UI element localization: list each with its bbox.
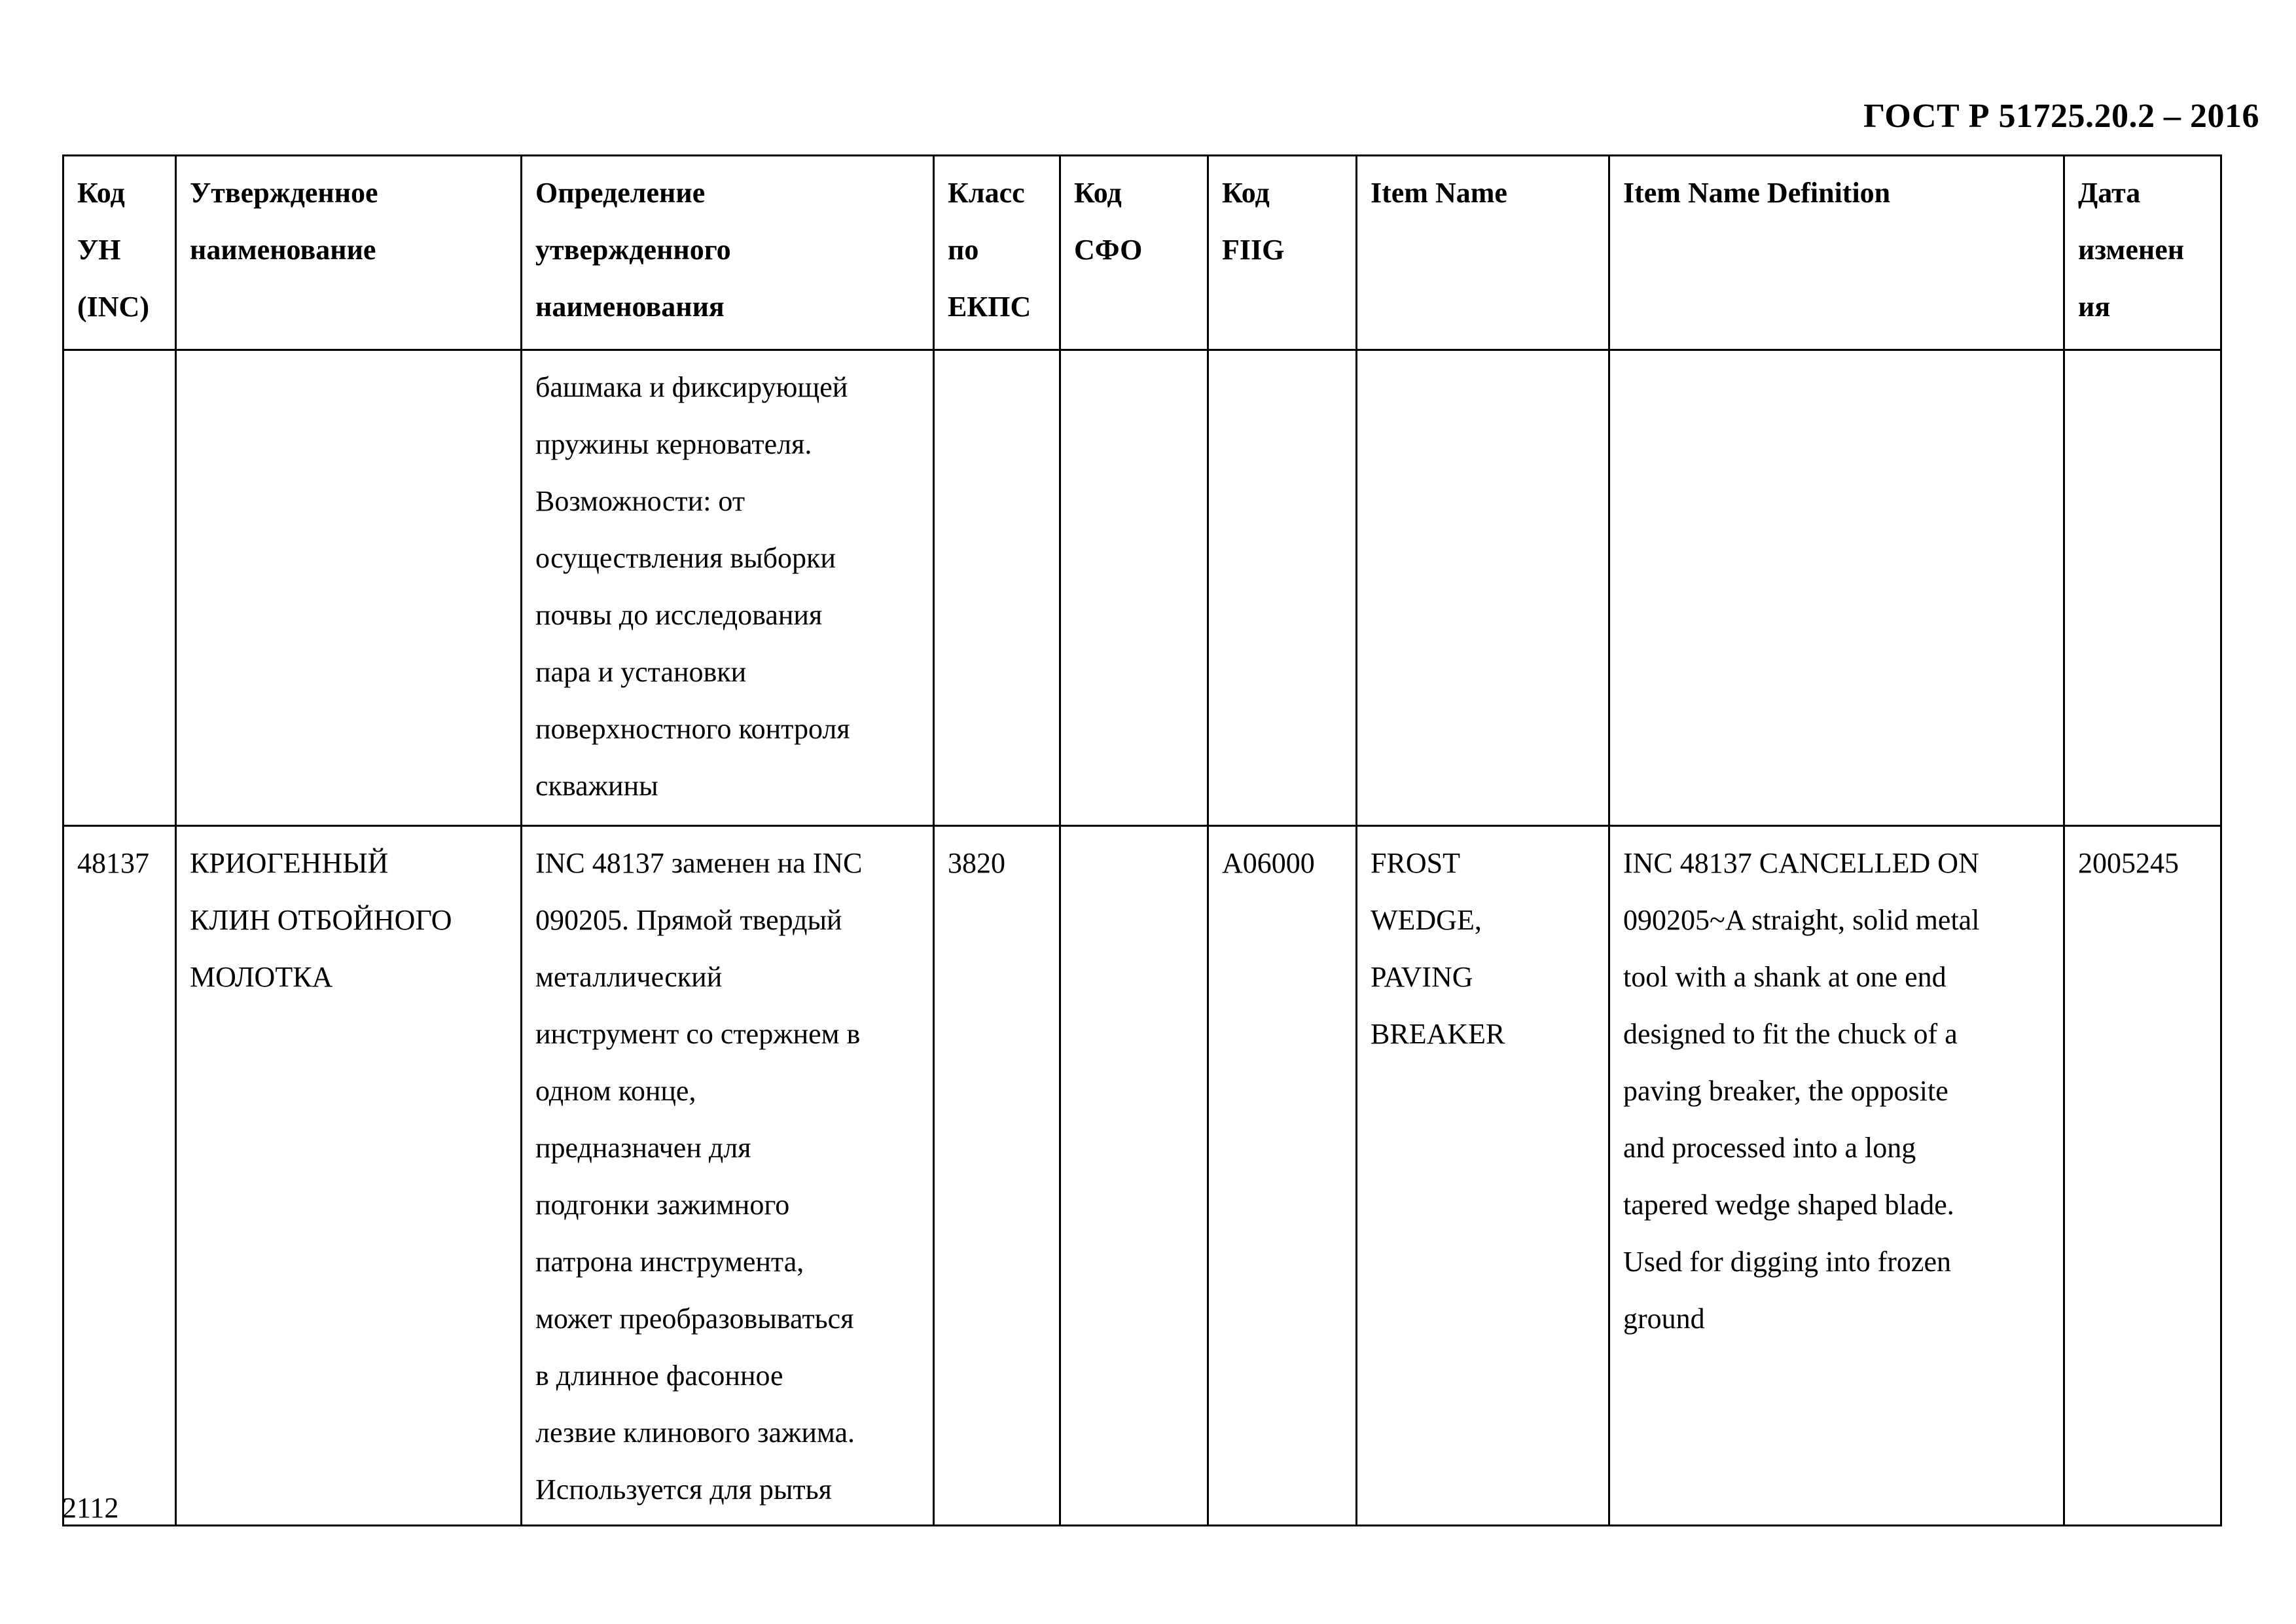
cell-approved-name-definition: INC 48137 заменен на INC 090205. Прямой твердый металлический инструмент со стержнем в одном конце, предназначен для подгонки зажимного патрона инструмента, может преобразовываться в длинное фасонное лезвие клинового зажима. Используется для рытья [522,826,934,1526]
cell-inc-code [63,350,176,826]
header-item-name: Item Name [1357,156,1609,350]
cell-inc-code: 48137 [63,826,176,1526]
page-number: 2112 [62,1492,119,1524]
header-class: Класс по ЕКПС [934,156,1060,350]
cell-change-date [2064,350,2221,826]
table-header-row [63,156,2221,350]
cell-item-name: FROST WEDGE, PAVING BREAKER [1357,826,1609,1526]
cell-item-name-definition: INC 48137 CANCELLED ON 090205~A straight, solid metal tool with a shank at one end designed to fit the chuck of a paving breaker, the opposite and processed into a long tapered wedge shaped blade. Used for digging into frozen ground [1609,826,2064,1526]
cell-class: 3820 [934,826,1060,1526]
header-fiig-code: Код FIIG [1208,156,1357,350]
cell-approved-name: КРИОГЕННЫЙ КЛИН ОТБОЙНОГО МОЛОТКА [176,826,522,1526]
item-name-table [62,154,2222,1526]
header-inc-code: Код УН (INC) [63,156,176,350]
cell-sfo-code [1060,350,1208,826]
document-standard-title: ГОСТ Р 51725.20.2 – 2016 [1863,98,2259,135]
cell-change-date: 2005245 [2064,826,2221,1526]
header-sfo-code: Код СФО [1060,156,1208,350]
header-item-name-definition: Item Name Definition [1609,156,2064,350]
table-row [63,826,2221,1526]
table-row [63,350,2221,826]
header-approved-name-definition: Определение утвержденного наименования [522,156,934,350]
cell-sfo-code [1060,826,1208,1526]
header-approved-name: Утвержденное наименование [176,156,522,350]
cell-approved-name-definition: башмака и фиксирующей пружины кернователя. Возможности: от осуществления выборки почвы до исследования пара и установки поверхностного контроля скважины [522,350,934,826]
cell-item-name-definition [1609,350,2064,826]
cell-class [934,350,1060,826]
cell-approved-name [176,350,522,826]
cell-fiig-code [1208,350,1357,826]
header-change-date: Дата изменен ия [2064,156,2221,350]
cell-fiig-code: A06000 [1208,826,1357,1526]
cell-item-name [1357,350,1609,826]
